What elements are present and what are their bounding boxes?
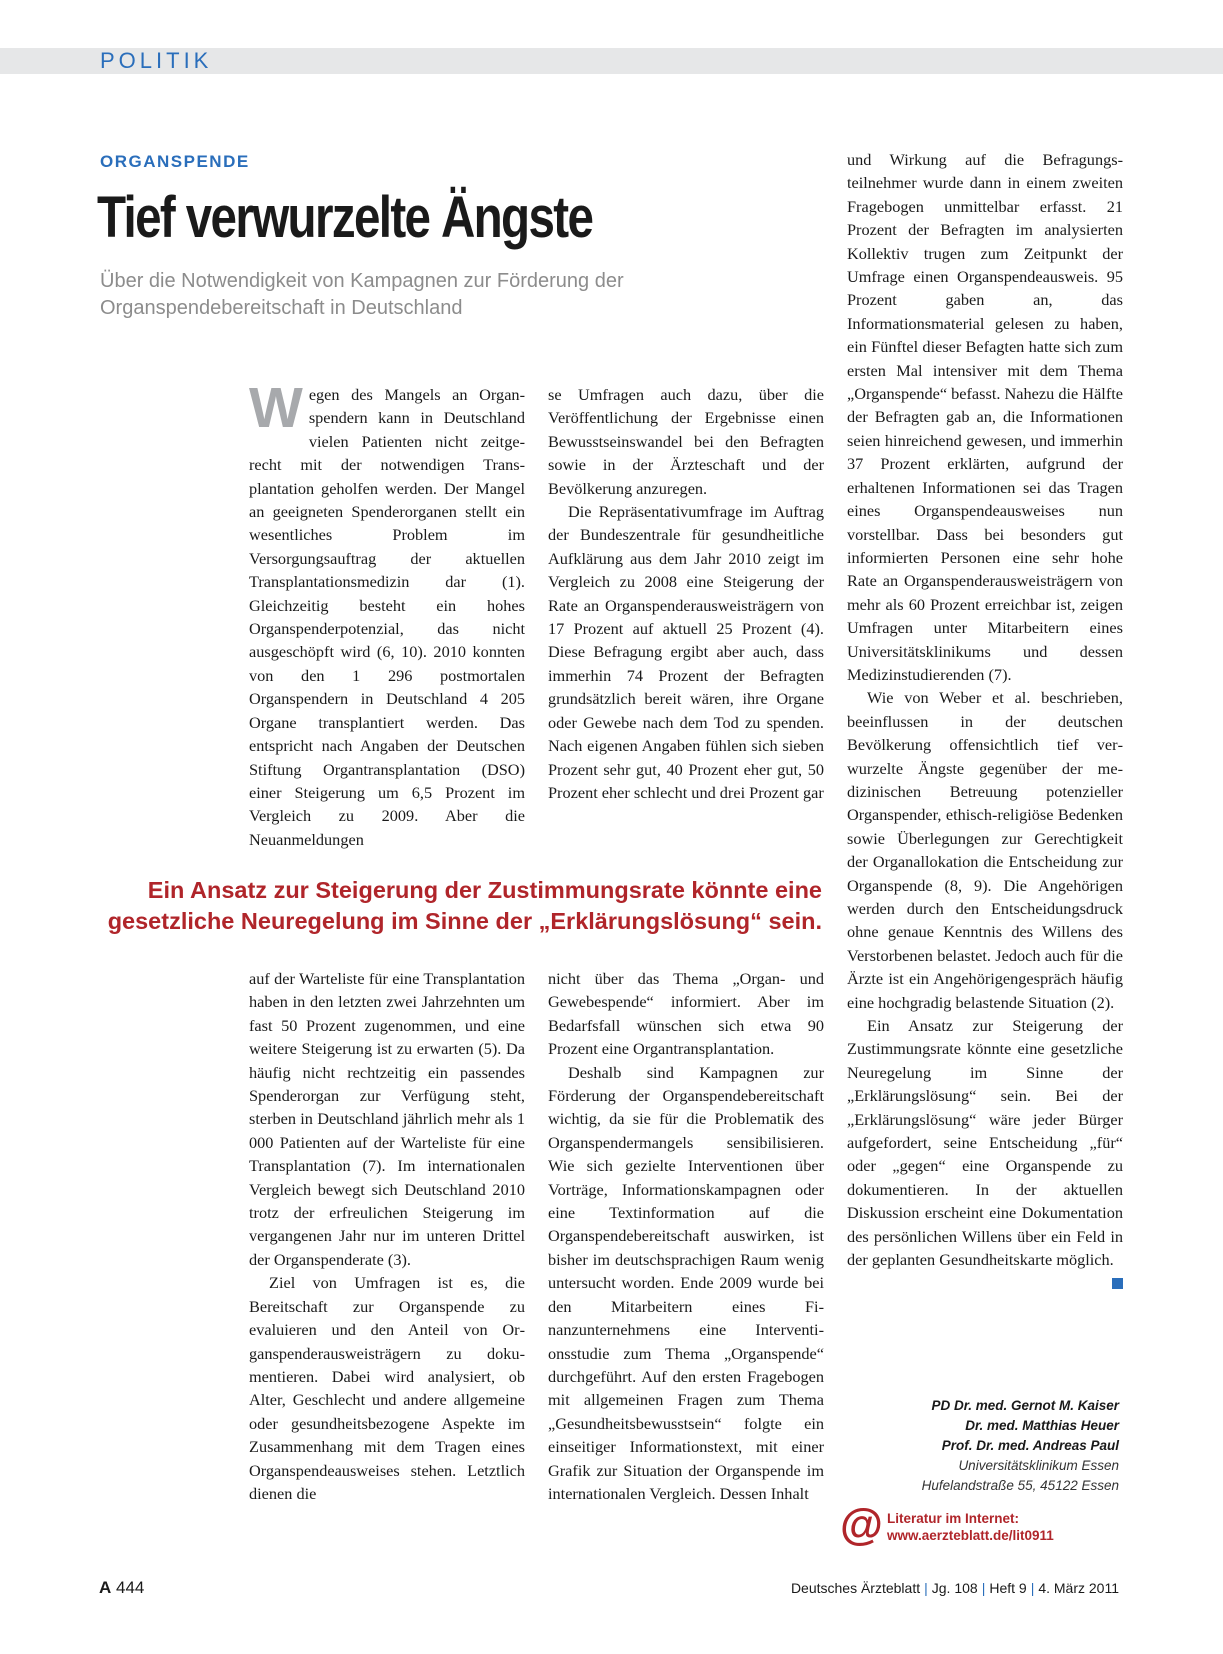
paragraph: und Wirkung auf die Befragungsteilnehmer wurde dann in einem zweiten Fragebogen unmittelbar erfasst. 21 Prozent der Befragten im analysierten Kollektiv trugen zum Zeitpunkt der Umfrage einen Organspendeausweis. 95 Prozent gaben an, das Informationsmaterial gelesen zu haben, ein Fünftel dieser Befagten hatte sich zum ersten Mal intensiver mit dem Thema „Organspende“ befasst. Nahezu die Hälfte der Befragten gab an, die Informationen seien hinreichend gewesen, und immerhin 37 Prozent erklärten, aufgrund der erhaltenen Informationen sei das Tragen eines Organspendeausweises nun vorstellbar. Dass bei besonders gut informierten Personen eine sehr hohe Rate an Organspenderausweisträgern von mehr als 60 Prozent erreichbar ist, zeigen Umfragen unter Mitarbeitern eines Universitätsklinikums und dessen Medizinstudierenden (7). (847, 150, 1123, 684)
footer-issue: Heft 9 (989, 1580, 1027, 1596)
footer-date: 4. März 2011 (1038, 1580, 1119, 1596)
drop-cap: W (249, 376, 303, 440)
section-label: POLITIK (100, 48, 213, 73)
paragraph: Ein Ansatz zur Steigerung der Zustimmungsrate könnte eine gesetzliche Neuregelung im Sinne der „Erklärungslösung“ sein. Bei der „Erklärungslösung“ wäre jeder Bürger aufgefordert, seine Entscheidung „für“ oder „gegen“ eine Organspende zu dokumentieren. In der aktuellen Diskussion erscheint eine Dokumentation des persönlichen Willens über ein Feld in der geplanten Gesundheitskarte möglich. (847, 1016, 1123, 1270)
author-name: Prof. Dr. med. Andreas Paul (941, 1438, 1119, 1453)
footer-volume: Jg. 108 (931, 1580, 978, 1596)
paragraph: egen des Mangels an Organspendern kann in Deutschland vielen Patienten nicht zeitgerecht mit der notwendigen Transplantation geholfen werden. Der Mangel an geeigneten Spenderorganen stellt ein wesentliches Problem im Versorgungsauftrag der aktuellen Transplantationsmedizin dar (1). Gleichzeitig besteht ein hohes Organspenderpotenzial, das nicht ausgeschöpft wird (6, 10). 2010 konnten von den 1 296 postmortalen Organspendern in Deutschland 4 205 Organe transplantiert werden. Das entspricht nach Angaben der Deutschen Stiftung Organtransplantation (DSO) einer Steigerung um 6,5 Prozent im Vergleich zu 2009. Aber die Neuanmeldungen (249, 385, 525, 849)
pull-quote: Ein Ansatz zur Steigerung der Zustimmungsrate könnte eine gesetzliche Neuregelung im Sinne der „Erklärungslösung“ sein. (107, 877, 822, 934)
column-2-bottom (548, 967, 824, 1505)
literature-link[interactable]: www.aerzteblatt.de/lit0911 (887, 1528, 1054, 1543)
article-headline: Tief verwurzelte Ängste (97, 185, 593, 250)
at-icon: @ (840, 1500, 883, 1549)
end-mark-icon (1112, 1278, 1123, 1289)
paragraph: nicht über das Thema „Organ- und Gewebespende“ informiert. Aber im Bedarfsfall wünschen sich etwa 90 Prozent eine Organtransplantation. (548, 969, 824, 1059)
column-1-top (249, 376, 525, 851)
author-name: Dr. med. Matthias Heuer (965, 1418, 1119, 1433)
article-subtitle: Über die Notwendigkeit von Kampagnen zur Förderung der Organspendebereitschaft in Deutschland (100, 270, 624, 319)
literature-reference (887, 1510, 1054, 1544)
footer-separator: | (1030, 1580, 1035, 1596)
paragraph: Deshalb sind Kampagnen zur Förderung der Organspendebereitschaft wichtig, da sie für die Problematik des Organspendermangels sensibilisieren. Wie sich gezielte Interventionen über Vorträge, Informationskampagnen oder eine Textinformation auf die Organspendebereitschaft auswirken, ist bisher im deutschsprachigen Raum wenig untersucht worden. Ende 2009 wurde bei den Mitarbeitern eines Finanzunternehmens eine Interventionsstudie zum Thema „Organspende“ durchgeführt. Auf den ersten Fragebogen mit allgemeinen Fragen zum Thema „Gesundheitsbewusstsein“ folgte ein einseitiger Informationstext, mit einer Grafik zur Situation der Organspende im internationalen Vergleich. Dessen Inhalt (548, 1062, 824, 1503)
page-number (99, 1578, 144, 1598)
paragraph: Wie von Weber et al. beschrieben, beeinflussen in der deutschen Bevölkerung offensichtlich tief verwurzelte Ängste gegenüber der medizinischen Betreuung potenzieller Organspender, ethisch-religiöse Bedenken sowie Überlegungen zur Gerechtigkeit der Organallokation die Entscheidung zur Organspende (8, 9). Die Angehörigen werden durch den Entscheidungsdruck ohne genaue Kenntnis des Willens des Verstorbenen belastet. Jedoch auch für die Ärzte ist ein Angehörigengespräch häufig eine hochgradig belastende Situation (2). (847, 688, 1123, 1012)
paragraph: Ziel von Umfragen ist es, die Bereitschaft zur Organspende zu evaluieren und den Anteil von Organspenderausweisträgern zu dokumentieren. Dabei wird analysiert, ob Alter, Geschlecht und andere allgemeine oder gesundheitsbezogene Aspekte im Zusammenhang mit dem Tragen eines Organspendeausweises stehen. Letztlich dienen die (249, 1273, 525, 1503)
page-footer (791, 1580, 1119, 1596)
author-name: PD Dr. med. Gernot M. Kaiser (931, 1398, 1119, 1413)
author-byline (847, 1396, 1119, 1496)
footer-separator: | (981, 1580, 986, 1596)
author-address: Hufelandstraße 55, 45122 Essen (921, 1478, 1119, 1493)
paragraph: se Umfragen auch dazu, über die Veröffentlichung der Ergebnisse einen Bewusstseinswandel bei den Befragten sowie in der Ärzteschaft und der Bevölkerung anzuregen. (548, 385, 824, 498)
page-number-value: 444 (116, 1578, 145, 1597)
column-1-bottom (249, 967, 525, 1505)
page-prefix: A (99, 1578, 112, 1597)
article-kicker: ORGANSPENDE (100, 152, 250, 171)
literature-label: Literatur im Internet: (887, 1511, 1020, 1526)
author-affiliation: Universitätsklinikum Essen (958, 1458, 1119, 1473)
column-2-top (548, 383, 824, 804)
paragraph: auf der Warteliste für eine Transplantation haben in den letzten zwei Jahrzehnten um fast 50 Prozent zugenommen, und eine weitere Steigerung ist zu erwarten (5). Da häufig nicht rechtzeitig ein passendes Spenderorgan zur Verfügung steht, sterben in Deutschland jährlich mehr als 1 000 Patienten auf der Warteliste für eine Transplantation (7). Im internationalen Vergleich bewegt sich Deutschland 2010 trotz der erfreulichen Steigerung im vergangenen Jahr nur im unteren Drittel der Organspenderate (3). (249, 969, 525, 1269)
column-3 (847, 148, 1123, 1289)
footer-journal: Deutsches Ärzteblatt (790, 1580, 921, 1596)
paragraph: Die Repräsentativumfrage im Auftrag der Bundeszentrale für gesundheitliche Aufklärung aus dem Jahr 2010 zeigt im Vergleich zu 2008 eine Steigerung der Rate an Organspenderausweisträgern von 17 Prozent auf aktuell 25 Prozent (4). Diese Befragung ergibt aber auch, dass immerhin 74 Prozent der Befragten grundsätzlich bereit wären, ihre Organe oder Gewebe nach dem Tod zu spenden. Nach eigenen Angaben fühlen sich sieben Prozent sehr gut, 40 Prozent eher gut, 50 Prozent eher schlecht und drei Prozent gar (548, 502, 824, 802)
footer-separator: | (924, 1580, 928, 1596)
